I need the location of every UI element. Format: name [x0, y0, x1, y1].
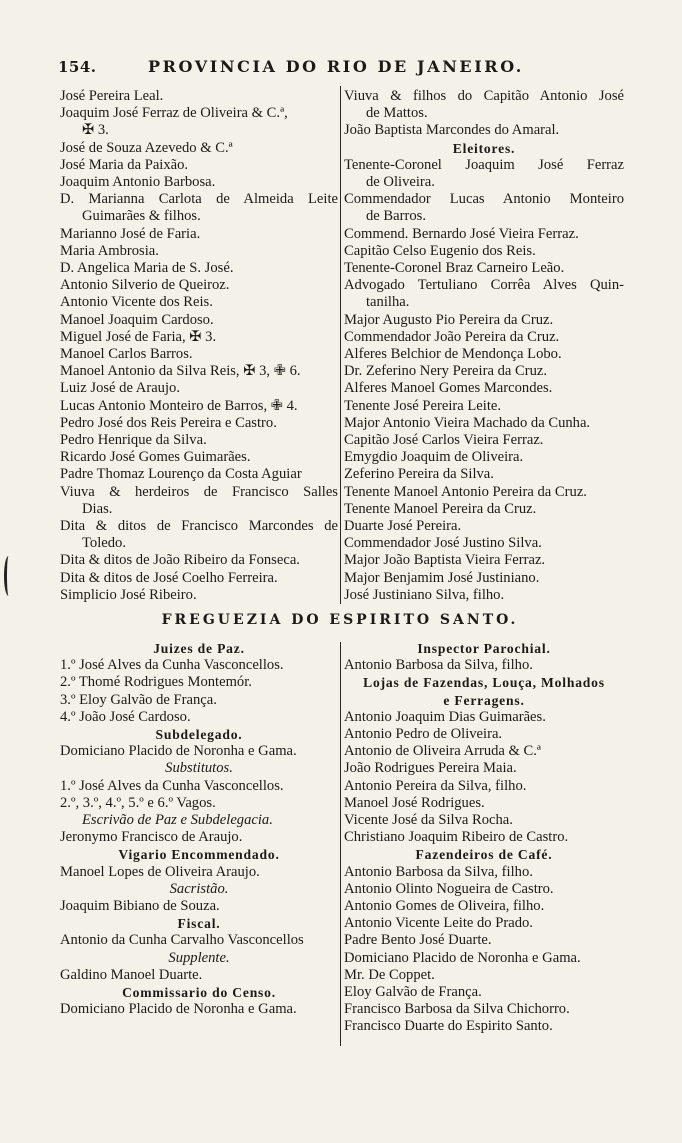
list-entry: Domiciano Placido de Noronha e Gama.: [60, 743, 297, 760]
list-entry: Antonio da Cunha Carvalho Vasconcellos: [60, 932, 304, 949]
list-entry: Ricardo José Gomes Guimarães.: [60, 449, 251, 466]
list-entry: Manoel Carlos Barros.: [60, 346, 193, 363]
list-entry: Joaquim José Ferraz de Oliveira & C.ª,: [60, 105, 288, 122]
list-entry: José Pereira Leal.: [60, 88, 164, 104]
list-entry: Duarte José Pereira.: [344, 518, 462, 535]
list-entry: Domiciano Placido de Noronha e Gama.: [344, 949, 581, 966]
list-entry: Luiz José de Araujo.: [60, 380, 180, 397]
list-entry: Francisco Barbosa da Silva Chichorro.: [344, 1001, 570, 1018]
margin-bracket-mark: [4, 556, 13, 596]
upper-right-column: [344, 88, 624, 604]
list-entry: Capitão José Carlos Vieira Ferraz.: [344, 432, 544, 449]
list-entry: de Oliveira.: [366, 174, 435, 191]
list-entry: Antonio de Oliveira Arruda & C.ª: [344, 743, 541, 760]
list-entry: Antonio Barbosa da Silva, filho.: [344, 657, 533, 674]
list-entry: Toledo.: [82, 535, 126, 552]
list-entry: Antonio Barbosa da Silva, filho.: [344, 863, 533, 880]
list-entry: Manoel Lopes de Oliveira Araujo.: [60, 863, 260, 880]
list-entry: Alferes Manoel Gomes Marcondes.: [344, 380, 553, 397]
list-entry: 1.º José Alves da Cunha Vasconcellos.: [60, 657, 284, 674]
list-entry: Antonio Vicente Leite do Prado.: [344, 915, 533, 932]
list-entry: Emygdio Joaquim de Oliveira.: [344, 449, 524, 466]
list-entry: Dr. Zeferino Nery Pereira da Cruz.: [344, 363, 548, 380]
list-entry: Zeferino Pereira da Silva.: [344, 466, 494, 483]
list-entry: Major Augusto Pio Pereira da Cruz.: [344, 311, 554, 328]
list-entry: Major Benjamim José Justiniano.: [344, 569, 540, 586]
list-entry: Mr. De Coppet.: [344, 966, 435, 983]
list-entry: Manoel José Rodrigues.: [344, 794, 485, 811]
list-entry: Commend. Bernardo José Vieira Ferraz.: [344, 225, 579, 242]
list-entry: Commendador João Pereira da Cruz.: [344, 328, 560, 345]
list-entry: José de Souza Azevedo & C.ª: [60, 139, 233, 156]
list-entry: João Baptista Marcondes do Amaral.: [344, 122, 560, 139]
list-entry: 1.º José Alves da Cunha Vasconcellos.: [60, 777, 284, 794]
list-entry: Manoel Antonio da Silva Reis, ✠ 3, ✙ 6.: [60, 363, 301, 380]
list-entry: Pedro Henrique da Silva.: [60, 432, 207, 449]
list-entry: Maria Ambrosia.: [60, 242, 159, 259]
list-entry: 4.º João José Cardoso.: [60, 708, 191, 725]
list-entry: Antonio Pedro de Oliveira.: [344, 726, 503, 743]
list-entry: Galdino Manoel Duarte.: [60, 966, 203, 983]
list-entry: Pedro José dos Reis Pereira e Castro.: [60, 414, 277, 431]
list-entry: José Justiniano Silva, filho.: [344, 586, 505, 603]
list-entry: José Maria da Paixão.: [60, 156, 189, 173]
list-entry: Dias.: [82, 500, 113, 517]
list-entry: Alferes Belchior de Mendonça Lobo.: [344, 346, 562, 363]
list-entry: Major Antonio Vieira Machado da Cunha.: [344, 414, 591, 431]
section-heading: e Ferragens.: [443, 692, 525, 708]
section-heading: Commissario do Censo.: [122, 985, 276, 1001]
list-entry: Tenente José Pereira Leite.: [344, 397, 502, 414]
list-entry: de Barros.: [366, 208, 426, 225]
list-entry: Marianno José de Faria.: [60, 225, 201, 242]
list-entry: Joaquim Antonio Barbosa.: [60, 174, 216, 191]
list-entry: Dita & ditos de José Coelho Ferreira.: [60, 569, 278, 586]
page-number: 154.: [58, 58, 97, 76]
section-heading: Supplente.: [168, 949, 230, 966]
section-heading: Sacristão.: [169, 880, 229, 897]
list-entry: Viuva & herdeiros de Francisco Salles: [60, 483, 338, 500]
section-heading: Lojas de Fazendas, Louça, Molhados: [363, 675, 605, 691]
list-entry: ✠ 3.: [82, 122, 109, 139]
list-entry: 2.º, 3.º, 4.º, 5.º e 6.º Vagos.: [60, 794, 216, 811]
list-entry: Christiano Joaquim Ribeiro de Castro.: [344, 829, 569, 846]
lower-left-column: [60, 640, 338, 1018]
list-entry: Tenente-Coronel Joaquim José Ferraz: [344, 156, 624, 173]
list-entry: Tenente Manoel Pereira da Cruz.: [344, 500, 537, 517]
list-entry: D. Angelica Maria de S. José.: [60, 260, 234, 277]
lower-column-divider: [340, 642, 341, 1046]
list-entry: Miguel José de Faria, ✠ 3.: [60, 328, 217, 345]
list-entry: Simplicio José Ribeiro.: [60, 586, 197, 603]
list-entry: Capitão Celso Eugenio dos Reis.: [344, 242, 536, 259]
list-entry: Antonio Pereira da Silva, filho.: [344, 777, 527, 794]
list-entry: Guimarães & filhos.: [82, 208, 201, 225]
list-entry: Lucas Antonio Monteiro de Barros, ✙ 4.: [60, 397, 298, 414]
list-entry: Antonio Olinto Nogueira de Castro.: [344, 880, 554, 897]
list-entry: Antonio Silverio de Queiroz.: [60, 277, 230, 294]
section-title: FREGUEZIA DO ESPIRITO SANTO.: [161, 612, 519, 628]
list-entry: D. Marianna Carlota de Almeida Leite: [60, 191, 338, 208]
list-entry: 2.º Thomé Rodrigues Montemór.: [60, 674, 252, 691]
section-heading: Escrivão de Paz e Subdelegacia.: [82, 812, 273, 829]
list-entry: Antonio Joaquim Dias Guimarães.: [344, 708, 546, 725]
list-entry: Padre Bento José Duarte.: [344, 932, 492, 949]
list-entry: Joaquim Bibiano de Souza.: [60, 898, 220, 915]
list-entry: Vicente José da Silva Rocha.: [344, 812, 513, 829]
list-entry: Viuva & filhos do Capitão Antonio José: [344, 88, 624, 104]
list-entry: Major João Baptista Vieira Ferraz.: [344, 552, 546, 569]
list-entry: Commendador Lucas Antonio Monteiro: [344, 191, 624, 208]
list-entry: Antonio Gomes de Oliveira, filho.: [344, 898, 545, 915]
list-entry: de Mattos.: [366, 105, 428, 122]
list-entry: Tenente-Coronel Braz Carneiro Leão.: [344, 260, 565, 277]
page-title: PROVINCIA DO RIO DE JANEIRO.: [148, 57, 524, 76]
section-heading: Vigario Encommendado.: [118, 847, 280, 863]
section-heading: Fazendeiros de Café.: [415, 847, 553, 863]
section-heading: Inspector Parochial.: [417, 641, 551, 656]
list-entry: Jeronymo Francisco de Araujo.: [60, 829, 243, 846]
lower-right-column: [344, 640, 624, 1036]
list-entry: tanilha.: [366, 294, 410, 311]
list-entry: Padre Thomaz Lourenço da Costa Aguiar: [60, 466, 302, 483]
list-entry: Dita & ditos de João Ribeiro da Fonseca.: [60, 552, 300, 569]
list-entry: Tenente Manoel Antonio Pereira da Cruz.: [344, 483, 587, 500]
list-entry: Domiciano Placido de Noronha e Gama.: [60, 1001, 297, 1018]
upper-column-divider: [340, 86, 341, 604]
list-entry: Commendador José Justino Silva.: [344, 535, 542, 552]
section-heading: Subdelegado.: [155, 727, 243, 743]
list-entry: Dita & ditos de Francisco Marcondes de: [60, 518, 338, 535]
list-entry: 3.º Eloy Galvão de França.: [60, 691, 217, 708]
section-heading: Juizes de Paz.: [153, 641, 245, 656]
list-entry: João Rodrigues Pereira Maia.: [344, 760, 517, 777]
list-entry: Francisco Duarte do Espirito Santo.: [344, 1018, 553, 1035]
section-heading: Eleitores.: [452, 140, 516, 156]
section-heading: Substitutos.: [165, 760, 233, 777]
section-heading: Fiscal.: [177, 916, 221, 932]
list-entry: Manoel Joaquim Cardoso.: [60, 311, 214, 328]
list-entry: Eloy Galvão de França.: [344, 984, 482, 1001]
list-entry: Advogado Tertuliano Corrêa Alves Quin-: [344, 277, 624, 294]
upper-left-column: [60, 88, 338, 604]
list-entry: Antonio Vicente dos Reis.: [60, 294, 213, 311]
